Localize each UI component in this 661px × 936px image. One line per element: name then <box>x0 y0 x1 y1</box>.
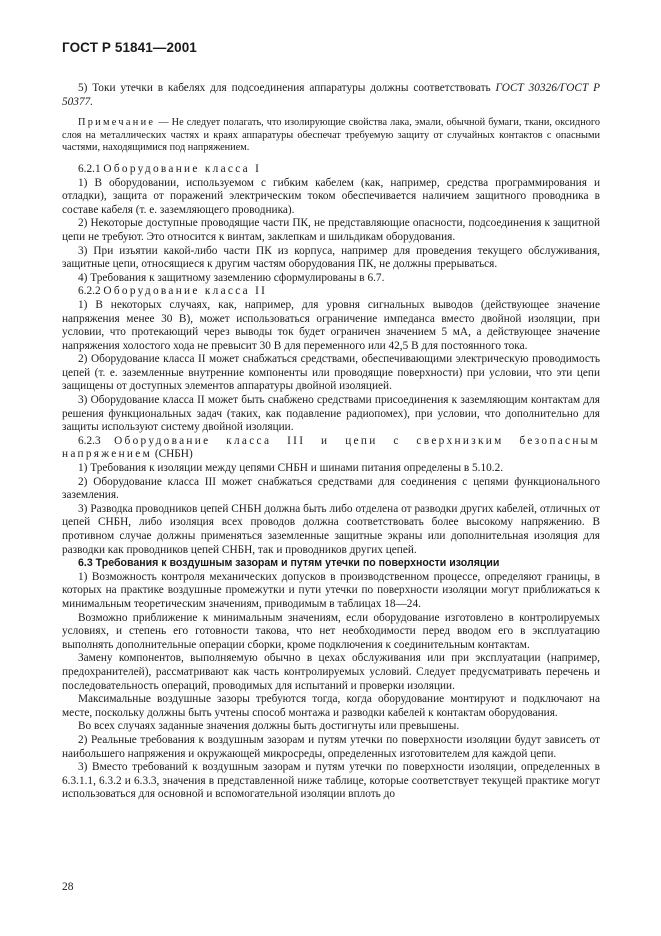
section-title: Оборудование класса I <box>103 162 262 175</box>
paragraph: 2) Реальные требования к воздушным зазорам и путям утечки по поверхности изоляции будут зависеть от наибольшего напряжения и окружающей микросреды, определенных изготовителем для каждой цепи. <box>62 733 600 760</box>
paragraph: 1) Требования к изоляции между цепями СНБН и шинами питания определены в 5.10.2. <box>78 462 504 475</box>
standard-reference: ГОСТ 30326/ГОСТ Р 50377. <box>62 82 600 108</box>
paragraph-text: 5) Токи утечки в кабелях для подсоединения аппаратуры должны соответствовать <box>78 82 496 94</box>
note <box>62 117 600 155</box>
section-number: 6.2.3 <box>78 434 115 447</box>
note-text: — Не следует полагать, что изолирующие свойства лака, эмали, обычной бумаги, ткани, оксидного слоя на металлических частях и краях аппаратуры обеспечат требуемую защиту от случайных контактов с опасными частями, находящимися под напряжением. <box>62 117 600 154</box>
paragraph: 2) Оборудование класса III может снабжаться средствами для соединения с цепями функционального заземления. <box>62 475 600 502</box>
section-heading-6-3 <box>62 557 600 571</box>
paragraph: 1) В некоторых случаях, как, например, для уровня сигнальных выводов (действующее значение напряжения менее 30 В), может использоваться ограничение импеданса вместо двойной изоляции, при условии, что протекающий через выводы ток будет ограничен значением 5 мА, а действующее значение напряжения холостого хода не превысит 30 В для переменного или 42,5 В для постоянного тока. <box>62 298 600 352</box>
section-number: 6.2.1 <box>78 162 104 175</box>
section-heading-6-2-2 <box>62 285 600 299</box>
page-header-standard-number: ГОСТ Р 51841—2001 <box>62 40 197 55</box>
section-number: 6.2.2 <box>78 285 104 298</box>
note-label: Примечание <box>78 117 156 129</box>
paragraph: 1) В оборудовании, используемом с гибким кабелем (как, например, средства программирования и отладки), защита от поражений электрическим током обеспечивается наличием защитного проводника в составе кабеля (т. е. заземляющего проводника). <box>62 176 600 216</box>
paragraph: 3) Оборудование класса II может быть снабжено средствами присоединения к заземляющим контактам для решения функциональных задач (таких, как подавление радиопомех), при условии, что дополнительно для защиты используют систему двойной изоляции. <box>62 394 600 434</box>
paragraph: 4) Требования к защитному заземлению сформулированы в 6.7. <box>78 271 385 284</box>
section-title: Оборудование класса III и цепи с сверхнизким безопасным напряжением <box>62 434 601 461</box>
document-body <box>62 74 600 802</box>
paragraph: Во всех случаях заданные значения должны быть достигнуты или превышены. <box>78 720 460 733</box>
section-title: 6.3 Требования к воздушным зазорам и путям утечки по поверхности изоляции <box>78 557 500 570</box>
paragraph: 3) При изъятии какой-либо части ПК из корпуса, например для проведения текущего обслуживания, защитные цепи, относящиеся к другим частям оборудования ПК, не должны прерываться. <box>62 244 600 271</box>
section-heading-6-2-1 <box>62 163 600 177</box>
paragraph: 2) Оборудование класса II может снабжаться средствами, обеспечивающими электрическую проводимость цепей (т. е. заземленные внутренние компоненты или проводящие поверхности) при условии, что эти цепи защищены от доступных элементов аппаратуры двойной изоляцией. <box>62 353 600 393</box>
paragraph: 3) Разводка проводников цепей СНБН должна быть либо отделена от разводки других кабелей, отличных от цепей СНБН, либо изоляция всех проводов должна соответствовать более высокому напряжению. В противном случае должны применяться заземленные защитные экраны или дополнительная изоляция для разводки как проводников цепей СНБН, так и проводников других цепей. <box>62 502 600 556</box>
page-number: 28 <box>62 881 74 893</box>
section-heading-6-2-3 <box>62 435 600 462</box>
paragraph: 3) Вместо требований к воздушным зазорам и путям утечки по поверхности изоляции, определенных в 6.3.1.1, 6.3.2 и 6.3.3, значения в представленной ниже таблице, которые соответствует текущей практике могут использоваться для основной и вспомогательной изоляции вплоть до <box>62 761 600 801</box>
paragraph: Максимальные воздушные зазоры требуются тогда, когда оборудование монтируют и подключают на месте, поскольку должны быть учтены способ монтажа и разводки кабелей к контактам оборудования. <box>62 693 600 719</box>
paragraph: 2) Некоторые доступные проводящие части ПК, не представляющие опасности, подсоединения к защитной цепи не требуют. Это относится к винтам, заклепкам и шильдикам оборудования. <box>62 217 600 243</box>
paragraph: Замену компонентов, выполняемую обычно в цехах обслуживания или при эксплуатации (например, предохранителей), рассматривают как часть контролируемых условий. Следует предусматривать перечень и последовательность операций, проводимых для испытаний и проверки изоляции. <box>62 652 600 692</box>
section-title-abbreviation: (СНБН) <box>152 448 193 461</box>
section-title: Оборудование класса II <box>103 285 268 298</box>
paragraph: Возможно приближение к минимальным значениям, если оборудование изготовлено в контролируемых условиях, и степень его готовности такова, что нет необходимости перед вводом его в эксплуатацию выполнять дополнительные операции сборки, кроме подключения к соединительным контактам. <box>62 611 600 651</box>
paragraph-leakage-currents <box>62 82 600 109</box>
paragraph: 1) Возможность контроля механических допусков в производственном процессе, определяют границы, в которых на практике воздушные промежутки и пути утечки по поверхности изоляции могут приближаться к минимальным теоретическим значениям, приводимым в таблицах 18—24. <box>62 570 600 610</box>
